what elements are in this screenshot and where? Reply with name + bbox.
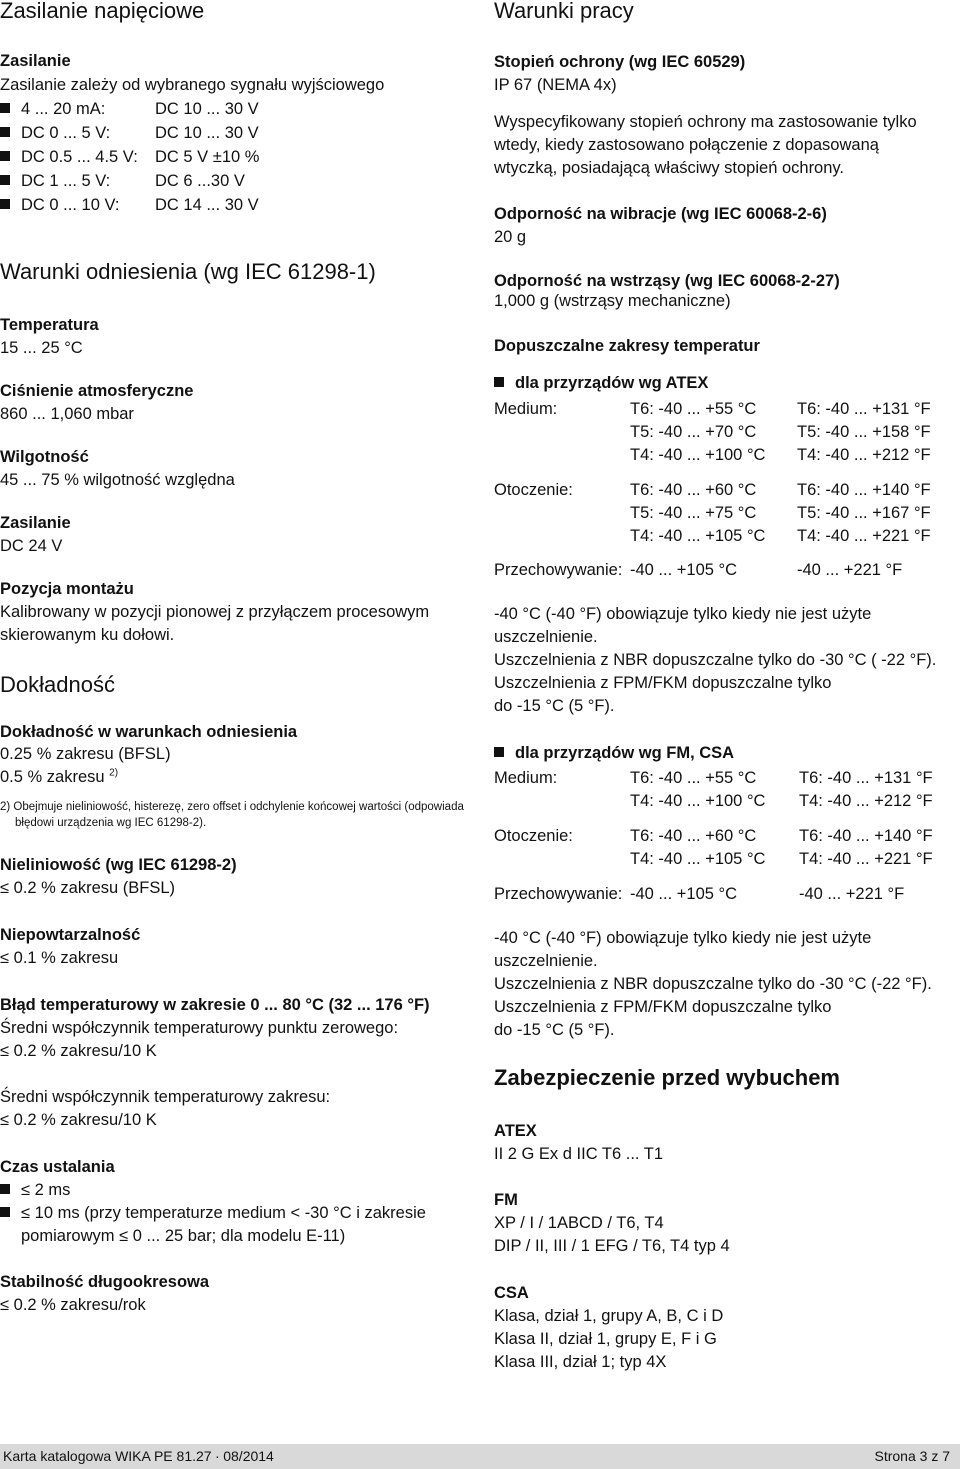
square-bullet-icon: [494, 377, 504, 387]
temp-cell: T4: -40 ... +212 °F: [797, 446, 931, 464]
footer-page-number: Strona 3 z 7: [874, 1448, 950, 1464]
settling-time-label: Czas ustalania: [0, 1158, 115, 1176]
footnote: 2) Obejmuje nieliniowość, histerezę, zero offset i odchylenie końcowej wartości (odpowiada błędowi urządzenia wg IEC 61298-2).: [0, 801, 464, 829]
temp-cell: -40 ... +105 °C: [630, 885, 738, 903]
atex-note-line: -40 °C (-40 °F) obowiązuje tylko kiedy nie jest użyte: [494, 605, 872, 623]
fm-note-line: Uszczelnienia z NBR dopuszczalne tylko do -30 °C (-22 °F).: [494, 975, 932, 993]
power-list-value: DC 10 ... 30 V: [155, 124, 259, 142]
supply-label: Zasilanie: [0, 514, 71, 532]
temp-cell: T5: -40 ... +167 °F: [797, 504, 931, 522]
power-list-item: DC 0 ... 10 V:: [0, 194, 119, 218]
power-list-value: DC 5 V ±10 %: [155, 148, 260, 166]
temp-cell: T6: -40 ... +140 °F: [797, 481, 931, 499]
square-bullet-icon: [494, 747, 504, 757]
section-title-reference: Warunki odniesienia (wg IEC 61298-1): [0, 259, 376, 284]
nonlinearity-label: Nieliniowość (wg IEC 61298-2): [0, 856, 237, 874]
fm-cert-value1: XP / I / 1ABCD / T6, T4: [494, 1214, 664, 1232]
atex-storage-label: Przechowywanie:: [494, 561, 623, 579]
span-coef-value: ≤ 0.2 % zakresu/10 K: [0, 1111, 157, 1129]
temp-cell: -40 ... +221 °F: [799, 885, 905, 903]
zero-coef-label: Średni współczynnik temperaturowy punktu zerowego:: [0, 1019, 399, 1037]
vibration-label: Odporność na wibracje (wg IEC 60068-2-6): [494, 205, 827, 223]
power-list-value: DC 10 ... 30 V: [155, 100, 259, 118]
nonrepeatability-label: Niepowtarzalność: [0, 926, 141, 944]
square-bullet-icon: [0, 1207, 10, 1217]
atex-medium-label: Medium:: [494, 400, 558, 418]
temp-cell: T4: -40 ... +105 °C: [630, 527, 766, 545]
power-list-item: DC 0 ... 5 V:: [0, 122, 110, 146]
settling-time-item-cont: pomiarowym ≤ 0 ... 25 bar; dla modelu E-11): [21, 1227, 346, 1245]
temperature-ranges-label: Dopuszczalne zakresy temperatur: [494, 337, 760, 355]
power-list-item: 4 ... 20 mA:: [0, 98, 105, 122]
temp-cell: T6: -40 ... +55 °C: [630, 400, 757, 418]
mounting-line2: skierowanym ku dołowi.: [0, 626, 175, 644]
fm-note-line: uszczelnienie.: [494, 952, 598, 970]
temperature-label: Temperatura: [0, 316, 99, 334]
temp-cell: T4: -40 ... +105 °C: [630, 850, 766, 868]
temp-cell: T4: -40 ... +212 °F: [799, 792, 933, 810]
span-coef-label: Średni współczynnik temperaturowy zakresu:: [0, 1088, 331, 1106]
fm-note-line: Uszczelnienia z FPM/FKM dopuszczalne tylko: [494, 998, 832, 1016]
csa-cert-value3: Klasa III, dział 1; typ 4X: [494, 1353, 667, 1371]
page-footer: [0, 1444, 960, 1469]
square-bullet-icon: [0, 127, 10, 137]
power-list-value: DC 6 ...30 V: [155, 172, 245, 190]
temp-cell: T4: -40 ... +100 °C: [630, 446, 766, 464]
temp-cell: T6: -40 ... +60 °C: [630, 481, 757, 499]
stability-label: Stabilność długookresowa: [0, 1273, 210, 1291]
accuracy-ref-value2: 0.5 % zakresu $^{2)}$: [0, 767, 119, 786]
temperature-error-label: Błąd temperaturowy w zakresie 0 ... 80 °C (32 ... 176 °F): [0, 996, 430, 1014]
shock-value: 1,000 g (wstrząsy mechaniczne): [494, 292, 731, 310]
square-bullet-icon: [0, 103, 10, 113]
temp-cell: T4: -40 ... +100 °C: [630, 792, 766, 810]
section-title-accuracy: Dokładność: [0, 672, 115, 697]
temperature-value: 15 ... 25 °C: [0, 339, 83, 357]
nonlinearity-value: ≤ 0.2 % zakresu (BFSL): [0, 879, 176, 897]
temp-cell: T5: -40 ... +70 °C: [630, 423, 757, 441]
ip-value: IP 67 (NEMA 4x): [494, 76, 617, 94]
square-bullet-icon: [0, 1184, 10, 1194]
ip-label: Stopień ochrony (wg IEC 60529): [494, 53, 746, 71]
fm-cert-value2: DIP / II, III / 1 EFG / T6, T4 typ 4: [494, 1237, 730, 1255]
pressure-value: 860 ... 1,060 mbar: [0, 405, 134, 423]
atex-cert-value: II 2 G Ex d IIC T6 ... T1: [494, 1145, 664, 1163]
temp-cell: -40 ... +221 °F: [797, 561, 903, 579]
shock-label: Odporność na wstrząsy (wg IEC 60068-2-27): [494, 272, 840, 290]
temp-cell: T6: -40 ... +140 °F: [799, 827, 933, 845]
square-bullet-icon: [0, 199, 10, 209]
humidity-value: 45 ... 75 % wilgotność względna: [0, 471, 235, 489]
power-list-value: DC 14 ... 30 V: [155, 196, 259, 214]
fm-note-line: -40 °C (-40 °F) obowiązuje tylko kiedy nie jest użyte: [494, 929, 872, 947]
temp-cell: T4: -40 ... +221 °F: [797, 527, 931, 545]
settling-time-item: ≤ 2 ms: [0, 1179, 70, 1203]
power-list-item: DC 1 ... 5 V:: [0, 170, 110, 194]
square-bullet-icon: [0, 151, 10, 161]
csa-cert-label: CSA: [494, 1284, 529, 1302]
humidity-label: Wilgotność: [0, 448, 89, 466]
pressure-label: Ciśnienie atmosferyczne: [0, 382, 194, 400]
atex-note-line: Uszczelnienia z FPM/FKM dopuszczalne tylko: [494, 674, 832, 692]
temp-cell: T4: -40 ... +221 °F: [799, 850, 933, 868]
ip-note-line2: wtedy, kiedy zastosowano połączenie z dopasowaną: [494, 136, 879, 154]
square-bullet-icon: [0, 175, 10, 185]
accuracy-ref-value1: 0.25 % zakresu (BFSL): [0, 745, 171, 763]
fm-heading: dla przyrządów wg FM, CSA: [494, 742, 734, 766]
csa-cert-value2: Klasa II, dział 1, grupy E, F i G: [494, 1330, 717, 1348]
fm-medium-label: Medium:: [494, 769, 558, 787]
mounting-line1: Kalibrowany w pozycji pionowej z przyłączem procesowym: [0, 603, 430, 621]
atex-ambient-label: Otoczenie:: [494, 481, 573, 499]
ip-note-line1: Wyspecyfikowany stopień ochrony ma zastosowanie tylko: [494, 113, 917, 131]
mounting-label: Pozycja montażu: [0, 580, 134, 598]
nonrepeatability-value: ≤ 0.1 % zakresu: [0, 949, 119, 967]
csa-cert-value1: Klasa, dział 1, grupy A, B, C i D: [494, 1307, 724, 1325]
temp-cell: T6: -40 ... +131 °F: [797, 400, 931, 418]
atex-note-line: Uszczelnienia z NBR dopuszczalne tylko do -30 °C ( -22 °F).: [494, 651, 937, 669]
fm-storage-label: Przechowywanie:: [494, 885, 623, 903]
atex-cert-label: ATEX: [494, 1122, 537, 1140]
atex-note-line: do -15 °C (5 °F).: [494, 697, 615, 715]
section-title-operating: Warunki pracy: [494, 0, 634, 23]
zero-coef-value: ≤ 0.2 % zakresu/10 K: [0, 1042, 157, 1060]
fm-ambient-label: Otoczenie:: [494, 827, 573, 845]
temp-cell: T6: -40 ... +55 °C: [630, 769, 757, 787]
section-title-power: Zasilanie napięciowe: [0, 0, 205, 23]
temp-cell: T6: -40 ... +60 °C: [630, 827, 757, 845]
atex-note-line: uszczelnienie.: [494, 628, 598, 646]
section-title-explosion: Zabezpieczenie przed wybuchem: [494, 1065, 840, 1090]
ip-note-line3: wtyczką, posiadającą właściwy stopień ochrony.: [494, 159, 845, 177]
power-list-item: DC 0.5 ... 4.5 V:: [0, 146, 138, 170]
temp-cell: T5: -40 ... +158 °F: [797, 423, 931, 441]
atex-heading: dla przyrządów wg ATEX: [494, 372, 708, 396]
stability-value: ≤ 0.2 % zakresu/rok: [0, 1296, 146, 1314]
temp-cell: -40 ... +105 °C: [630, 561, 738, 579]
accuracy-ref-label: Dokładność w warunkach odniesienia: [0, 723, 298, 741]
vibration-value: 20 g: [494, 228, 527, 246]
temp-cell: T6: -40 ... +131 °F: [799, 769, 933, 787]
footnote-ref: 2): [109, 767, 119, 779]
power-description: Zasilanie zależy od wybranego sygnału wyjściowego: [0, 76, 385, 94]
fm-note-line: do -15 °C (5 °F).: [494, 1021, 615, 1039]
footer-document-ref: Karta katalogowa WIKA PE 81.27 ∙ 08/2014: [3, 1448, 274, 1464]
temp-cell: T5: -40 ... +75 °C: [630, 504, 757, 522]
supply-value: DC 24 V: [0, 537, 63, 555]
fm-cert-label: FM: [494, 1191, 518, 1209]
settling-time-item: ≤ 10 ms (przy temperaturze medium < -30 °C i zakresie: [0, 1202, 426, 1226]
power-heading: Zasilanie: [0, 52, 71, 70]
